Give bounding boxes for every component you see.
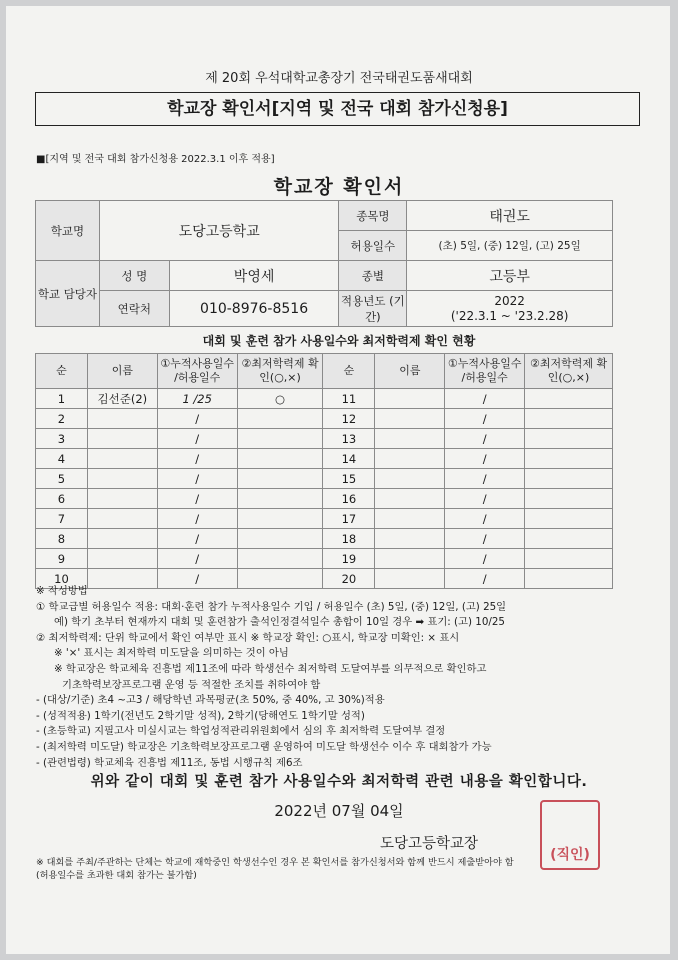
header-days: ①누적사용일수 /허용일수 <box>157 354 237 389</box>
row-number: 5 <box>36 469 88 489</box>
school-label: 학교명 <box>36 201 100 261</box>
row-number: 12 <box>323 409 375 429</box>
days-used: / <box>445 429 525 449</box>
student-name <box>375 509 445 529</box>
table-row <box>36 469 613 489</box>
table-row <box>36 389 613 409</box>
student-name <box>375 449 445 469</box>
student-name <box>87 429 157 449</box>
row-number: 15 <box>323 469 375 489</box>
school-info-table <box>35 200 613 327</box>
header-check: ②최저학력제 확인(○,×) <box>237 354 323 389</box>
days-used: / <box>157 469 237 489</box>
student-name <box>87 509 157 529</box>
seal-label: (직인) <box>550 847 590 863</box>
student-name <box>375 529 445 549</box>
row-number: 13 <box>323 429 375 449</box>
instruction-line: ※ 학교장은 학교체육 진흥법 제11조에 따라 학생선수 최저학력 도달여부를 의무적으로 확인하고 <box>54 662 487 675</box>
achievement-check <box>525 549 613 569</box>
year-cell <box>407 291 613 327</box>
contact-value: 010-8976-8516 <box>169 291 339 327</box>
instruction-line: ① 학교급별 허용일수 적용: 대회·훈련 참가 누적사용일수 기입 / 허용일수 (초) 5일, (중) 12일, (고) 25일 <box>36 600 507 613</box>
student-name <box>375 469 445 489</box>
footer-note <box>36 856 656 882</box>
achievement-check <box>237 489 323 509</box>
achievement-check <box>237 529 323 549</box>
confirmation-statement: 위와 같이 대회 및 훈련 참가 사용일수와 최저학력 관련 내용을 확인합니다. <box>90 774 588 790</box>
student-name <box>375 409 445 429</box>
days-used: / <box>157 449 237 469</box>
student-name <box>87 549 157 569</box>
achievement-check <box>237 409 323 429</box>
event-value: 태권도 <box>407 201 613 231</box>
days-used: / <box>445 389 525 409</box>
contact-label: 연락처 <box>99 291 169 327</box>
row-number: 9 <box>36 549 88 569</box>
writing-instructions <box>36 584 636 771</box>
document-title: 학교장 확인서 <box>273 176 405 198</box>
instructions-heading: ※ 작성방법 <box>36 585 88 597</box>
student-name <box>375 389 445 409</box>
days-used: / <box>157 409 237 429</box>
achievement-check <box>525 509 613 529</box>
year-label: 적용년도 (기간) <box>339 291 407 327</box>
achievement-check: ○ <box>237 389 323 409</box>
signature-date: 2022년 07월 04일 <box>274 802 404 820</box>
instruction-line: - (최저학력 미도달) 학교장은 기초학력보장프로그램 운영하여 미도달 학생선수 이수 후 대회참가 가능 <box>36 740 492 753</box>
row-number: 2 <box>36 409 88 429</box>
footer-line: (허용일수를 초과한 대회 참가는 불가함) <box>36 870 197 881</box>
days-used: / <box>445 549 525 569</box>
instruction-line: ※ '×' 표시는 최저학력 미도달을 의미하는 것이 아님 <box>54 647 289 660</box>
row-number: 3 <box>36 429 88 449</box>
days-used: / <box>445 529 525 549</box>
instruction-line: 기초학력보장프로그램 운영 등 적절한 조치를 취하여야 함 <box>62 678 321 691</box>
footer-line: ※ 대회를 주최/주관하는 단체는 학교에 재학중인 학생선수인 경우 본 확인서를 참가신청서와 함께 반드시 제출받아야 함 <box>36 857 514 868</box>
header-name: 이름 <box>375 354 445 389</box>
period-value: ('22.3.1 ~ '23.2.28) <box>450 308 569 323</box>
days-used: / <box>157 569 237 589</box>
achievement-check <box>525 449 613 469</box>
table-row <box>36 449 613 469</box>
row-number: 1 <box>36 389 88 409</box>
participation-table <box>35 353 613 589</box>
table-row <box>36 489 613 509</box>
header-no: 순 <box>36 354 88 389</box>
instruction-line: - (초등학교) 지필고사 미실시교는 학업성적관리위원회에서 심의 후 최저학력 도달여부 결정 <box>36 725 446 738</box>
student-name <box>375 549 445 569</box>
row-number: 4 <box>36 449 88 469</box>
achievement-check <box>525 489 613 509</box>
header-days: ①누적사용일수 /허용일수 <box>445 354 525 389</box>
type-value: 고등부 <box>407 261 613 291</box>
row-number: 6 <box>36 489 88 509</box>
instruction-line: ② 최저학력제: 단위 학교에서 확인 여부만 표시 ※ 학교장 확인: ○표시, 학교장 미확인: × 표시 <box>36 631 460 644</box>
instruction-line: - (관련법령) 학교체육 진흥법 제11조, 동법 시행규칙 제6조 <box>36 756 303 769</box>
days-used: 1 /25 <box>157 389 237 409</box>
days-used: / <box>157 489 237 509</box>
days-used: / <box>157 549 237 569</box>
student-name <box>87 409 157 429</box>
days-used: / <box>445 409 525 429</box>
type-label: 종별 <box>339 261 407 291</box>
box-title: 학교장 확인서[지역 및 전국 대회 참가신청용] <box>35 92 640 126</box>
achievement-check <box>525 469 613 489</box>
achievement-check <box>237 509 323 529</box>
year-value: 2022 <box>494 293 525 308</box>
student-name <box>87 489 157 509</box>
row-number: 8 <box>36 529 88 549</box>
achievement-check <box>237 449 323 469</box>
row-number: 20 <box>323 569 375 589</box>
achievement-check <box>525 389 613 409</box>
table-row <box>36 409 613 429</box>
row-number: 14 <box>323 449 375 469</box>
row-number: 19 <box>323 549 375 569</box>
student-name: 김선준(2) <box>87 389 157 409</box>
event-label: 종목명 <box>339 201 407 231</box>
instruction-line: - (대상/기준) 초4 ~고3 / 해당학년 과목평균(초 50%, 중 40%, 고 30%)적용 <box>36 694 385 707</box>
event-title: 제 20회 우석대학교총장기 전국태권도품새대회 <box>205 71 473 86</box>
days-value: (초) 5일, (중) 12일, (고) 25일 <box>407 231 613 261</box>
days-used: / <box>157 509 237 529</box>
row-number: 10 <box>36 569 88 589</box>
application-note: ■[지역 및 전국 대회 참가신청용 2022.3.1 이후 적용] <box>36 154 275 165</box>
manager-label: 학교 담당자 <box>36 261 100 327</box>
instruction-line: 예) 학기 초부터 현재까지 대회 및 훈련참가 출석인정결석일수 총합이 10일 경우 ➡ 표기: (고) 10/25 <box>54 616 505 629</box>
section-title: 대회 및 훈련 참가 사용일수와 최저학력제 확인 현황 <box>202 334 476 348</box>
instruction-line: - (성적적용) 1학기(전년도 2학기말 성적), 2학기(당해연도 1학기말 성적) <box>36 709 365 722</box>
table-row <box>36 509 613 529</box>
row-number: 18 <box>323 529 375 549</box>
achievement-check <box>525 529 613 549</box>
days-used: / <box>445 449 525 469</box>
student-name <box>87 449 157 469</box>
days-used: / <box>157 529 237 549</box>
student-name <box>87 529 157 549</box>
principal-name: 도당고등학교장 <box>380 836 479 852</box>
achievement-check <box>237 429 323 449</box>
achievement-check <box>237 469 323 489</box>
days-used: / <box>445 569 525 589</box>
name-value: 박영세 <box>169 261 339 291</box>
days-used: / <box>157 429 237 449</box>
header-name: 이름 <box>87 354 157 389</box>
achievement-check <box>525 429 613 449</box>
header-check: ②최저학력제 확인(○,×) <box>525 354 613 389</box>
days-used: / <box>445 489 525 509</box>
name-label: 성 명 <box>99 261 169 291</box>
achievement-check <box>525 409 613 429</box>
row-number: 11 <box>323 389 375 409</box>
school-value: 도당고등학교 <box>99 201 339 261</box>
table-row <box>36 429 613 449</box>
student-name <box>375 489 445 509</box>
row-number: 7 <box>36 509 88 529</box>
table-row <box>36 529 613 549</box>
table-row <box>36 549 613 569</box>
days-label: 허용일수 <box>339 231 407 261</box>
row-number: 16 <box>323 489 375 509</box>
achievement-check <box>237 549 323 569</box>
header-no: 순 <box>323 354 375 389</box>
student-name <box>375 429 445 449</box>
row-number: 17 <box>323 509 375 529</box>
days-used: / <box>445 509 525 529</box>
days-used: / <box>445 469 525 489</box>
student-name <box>87 469 157 489</box>
